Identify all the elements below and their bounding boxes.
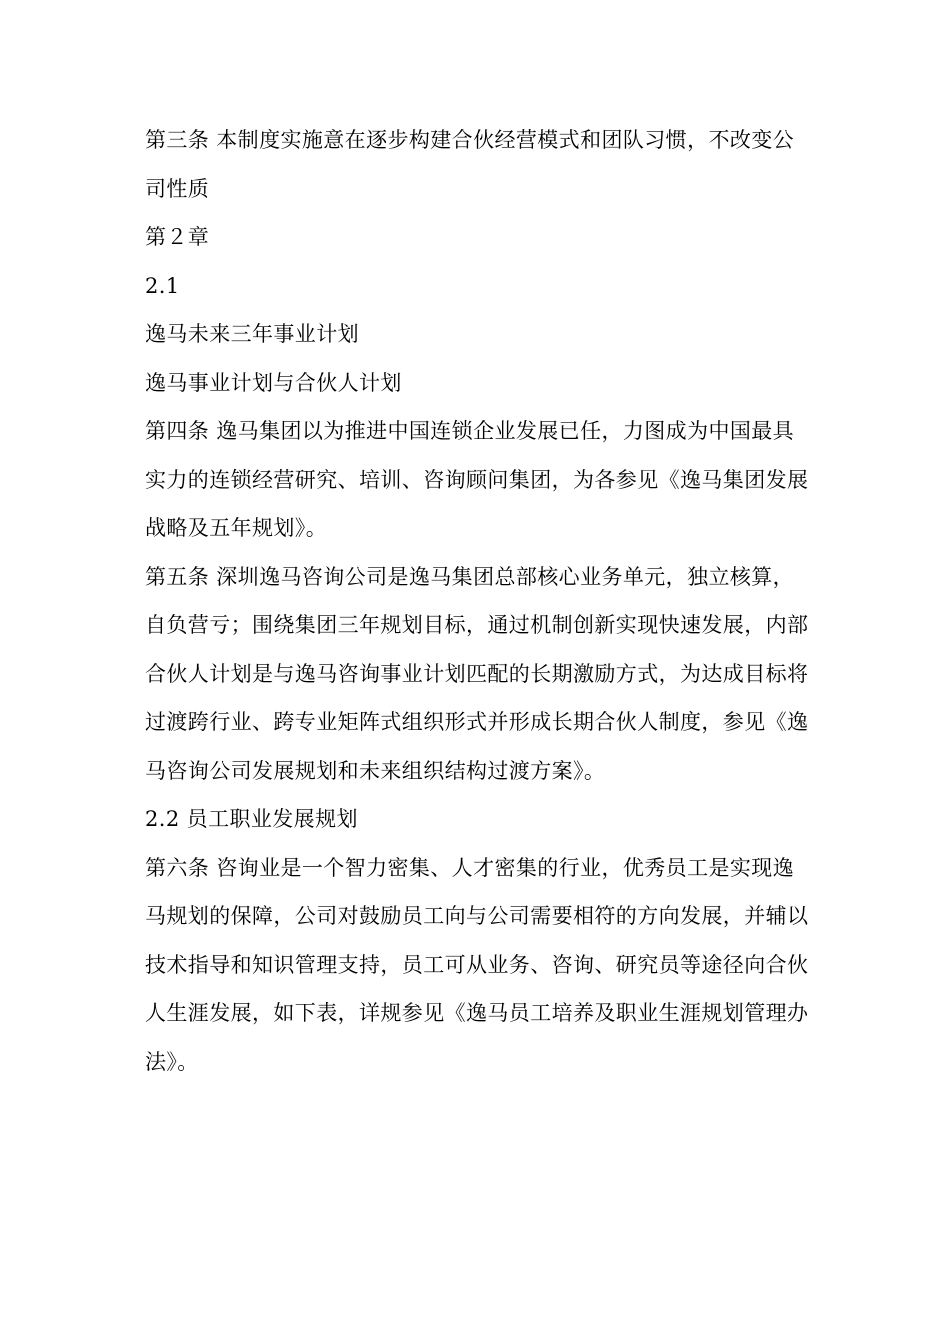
article-5-line-5: 马咨询公司发展规划和未来组织结构过渡方案》。: [145, 758, 606, 783]
section-2-2-heading: 2.2 员工职业发展规划: [145, 807, 358, 831]
article-5-line-4: 过渡跨行业、跨专业矩阵式组织形式并形成长期合伙人制度，参见《逸: [145, 710, 809, 734]
article-4-line-3: 战略及五年规划》。: [145, 516, 328, 540]
section-number: 2.1: [145, 273, 180, 298]
article-3-line-1: 第三条 本制度实施意在逐步构建合伙经营模式和团队习惯，不改变公: [145, 128, 795, 152]
article-5-line-2: 自负营亏；围绕集团三年规划目标，通过机制创新实现快速发展，内部: [145, 613, 809, 637]
article-5-line-3: 合伙人计划是与逸马咨询事业计划匹配的长期激励方式，为达成目标将: [145, 661, 809, 686]
article-6-line-1: 第六条 咨询业是一个智力密集、人才密集的行业，优秀员工是实现逸: [145, 855, 795, 880]
document-body: [145, 116, 815, 1086]
chapter-heading: 第２章: [145, 225, 210, 249]
section-title: 逸马未来三年事业计划: [145, 322, 359, 346]
article-3-line-2: 司性质: [145, 176, 210, 201]
article-6-line-3: 技术指导和知识管理支持，员工可从业务、咨询、研究员等途径向合伙: [145, 952, 809, 977]
article-4-line-1: 第四条 逸马集团以为推进中国连锁企业发展已任，力图成为中国最具: [145, 419, 795, 443]
article-4-line-2: 实力的连锁经营研究、培训、咨询顾问集团，为各参见《逸马集团发展: [145, 467, 809, 492]
subsection-title: 逸马事业计划与合伙人计划: [145, 370, 402, 395]
article-6-line-2: 马规划的保障，公司对鼓励员工向与公司需要相符的方向发展，并辅以: [145, 904, 809, 928]
article-5-line-1: 第五条 深圳逸马咨询公司是逸马集团总部核心业务单元，独立核算，: [145, 564, 795, 589]
article-6-line-5: 法》。: [145, 1049, 199, 1074]
article-6-line-4: 人生涯发展，如下表，详规参见《逸马员工培养及职业生涯规划管理办: [145, 1001, 809, 1025]
